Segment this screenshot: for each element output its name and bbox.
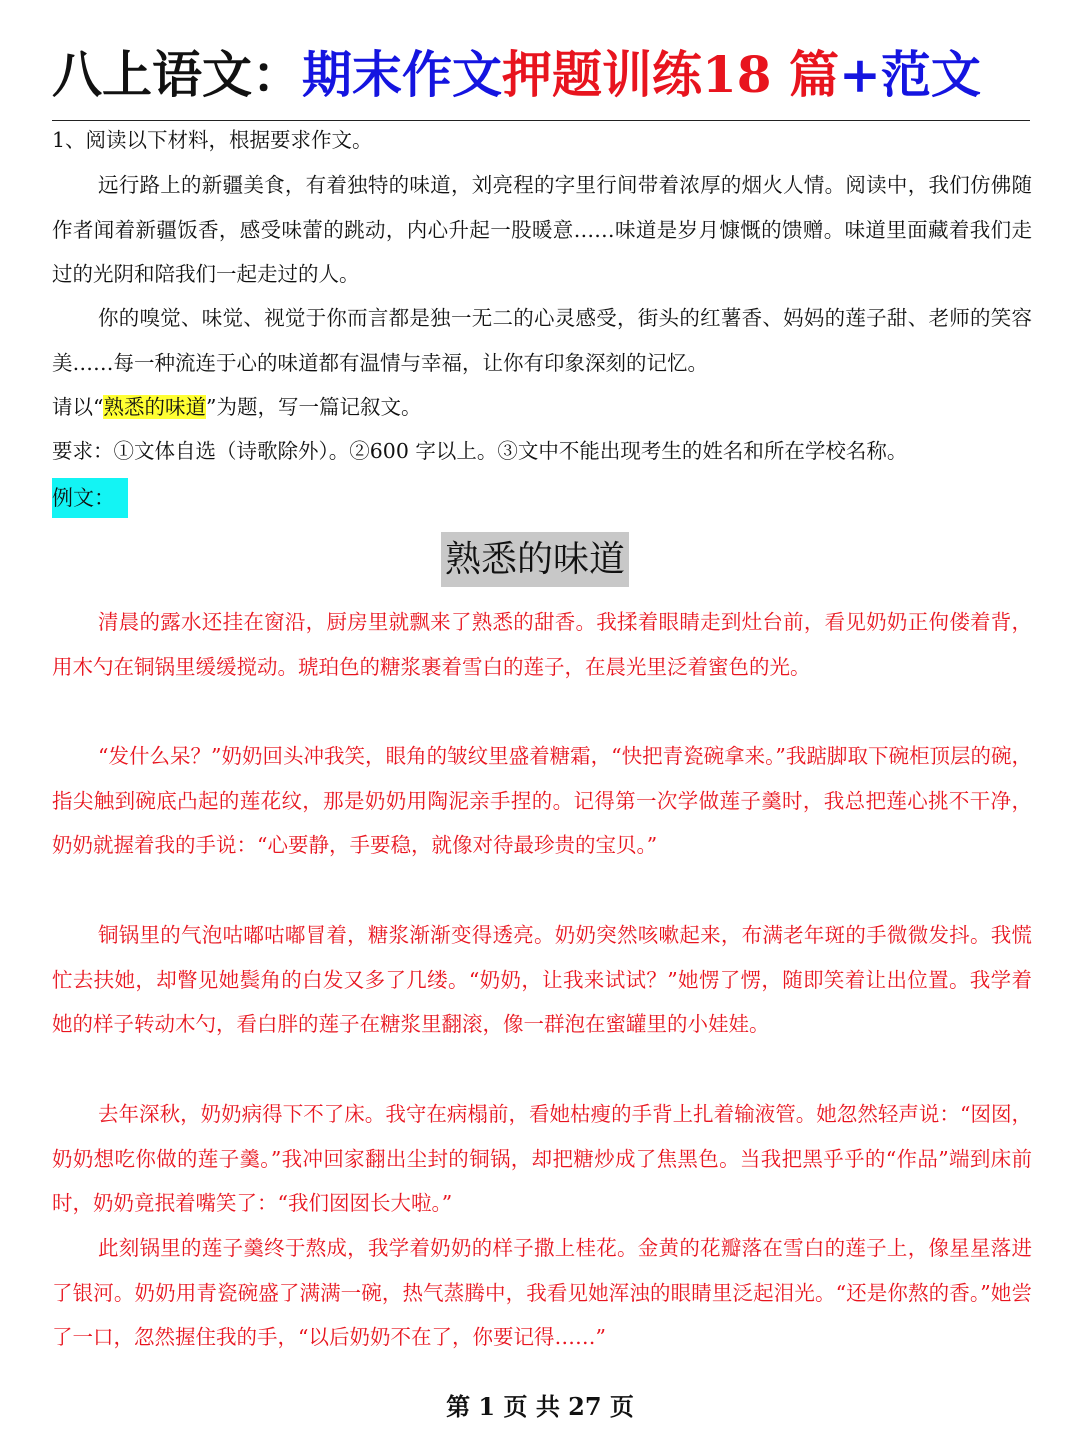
question-number-line: 1、阅读以下材料，根据要求作文。 (52, 128, 373, 152)
prompt-topic-highlight: 熟悉的味道 (103, 395, 206, 419)
writing-prompt (52, 385, 1032, 430)
material-paragraph-1: 远行路上的新疆美食，有着独特的味道，刘亮程的字里行间带着浓厚的烟火人情。阅读中，我们仿佛随作者闻着新疆饭香，感受味蕾的跳动，内心升起一股暖意……味道是岁月慷慨的馈赠。味道里面藏着我们走过的光阴和陪我们一起走过的人。 (52, 173, 1032, 286)
material-paragraph-2: 你的嗅觉、味觉、视觉于你而言都是独一无二的心灵感受，街头的红薯香、妈妈的莲子甜、老师的笑容美……每一种流连于心的味道都有温情与幸福，让你有印象深刻的记忆。 (52, 306, 1032, 375)
title-part-training: 押题训练 (502, 45, 702, 104)
essay-paragraph-1: 清晨的露水还挂在窗沿，厨房里就飘来了熟悉的甜香。我揉着眼睛走到灶台前，看见奶奶正佝偻着背，用木勺在铜锅里缓缓搅动。琥珀色的糖浆裹着雪白的莲子，在晨光里泛着蜜色的光。 (52, 610, 1032, 679)
title-part-subject: 八上语文： (52, 45, 302, 104)
page-number-footer: 第 1 页 共 27 页 (446, 1392, 634, 1421)
essay-paragraph-3: 铜锅里的气泡咕嘟咕嘟冒着，糖浆渐渐变得透亮。奶奶突然咳嗽起来，布满老年斑的手微微发抖。我慌忙去扶她，却瞥见她鬓角的白发又多了几缕。“奶奶，让我来试试？”她愣了愣，随即笑着让出位置。我学着她的样子转动木勺，看白胖的莲子在糖浆里翻滚，像一群泡在蜜罐里的小娃娃。 (52, 923, 1032, 1036)
essay-paragraph-2: “发什么呆？”奶奶回头冲我笑，眼角的皱纹里盛着糖霜，“快把青瓷碗拿来。”我踮脚取下碗柜顶层的碗，指尖触到碗底凸起的莲花纹，那是奶奶用陶泥亲手捏的。记得第一次学做莲子羹时，我总把莲心挑不干净，奶奶就握着我的手说：“心要静，手要稳，就像对待最珍贵的宝贝。” (52, 744, 1032, 857)
essay-paragraph-5: 此刻锅里的莲子羹终于熬成，我学着奶奶的样子撒上桂花。金黄的花瓣落在雪白的莲子上，像星星落进了银河。奶奶用青瓷碗盛了满满一碗，热气蒸腾中，我看见她浑浊的眼睛里泛起泪光。“还是你熬的香。”她尝了一口，忽然握住我的手，“以后奶奶不在了，你要记得……” (52, 1236, 1032, 1349)
essay-paragraph-4: 去年深秋，奶奶病得下不了床。我守在病榻前，看她枯瘦的手背上扎着输液管。她忽然轻声说：“囡囡，奶奶想吃你做的莲子羹。”我冲回家翻出尘封的铜锅，却把糖炒成了焦黑色。当我把黑乎乎的“作品”端到床前时，奶奶竟抿着嘴笑了：“我们囡囡长大啦。” (52, 1102, 1032, 1215)
writing-requirements: 要求：①文体自选（诗歌除外）。②600 字以上。③文中不能出现考生的姓名和所在学校名称。 (52, 439, 908, 463)
document-title (52, 40, 1042, 110)
title-part-sample: +范文 (839, 45, 981, 104)
title-part-final-essay: 期末作文 (302, 45, 502, 104)
prompt-suffix: ”为题，写一篇记叙文。 (205, 395, 422, 419)
title-part-count: 18 篇 (702, 45, 839, 104)
essay-title: 熟悉的味道 (441, 532, 629, 587)
example-label: 例文： (52, 478, 128, 518)
prompt-prefix: 请以“ (52, 395, 104, 419)
